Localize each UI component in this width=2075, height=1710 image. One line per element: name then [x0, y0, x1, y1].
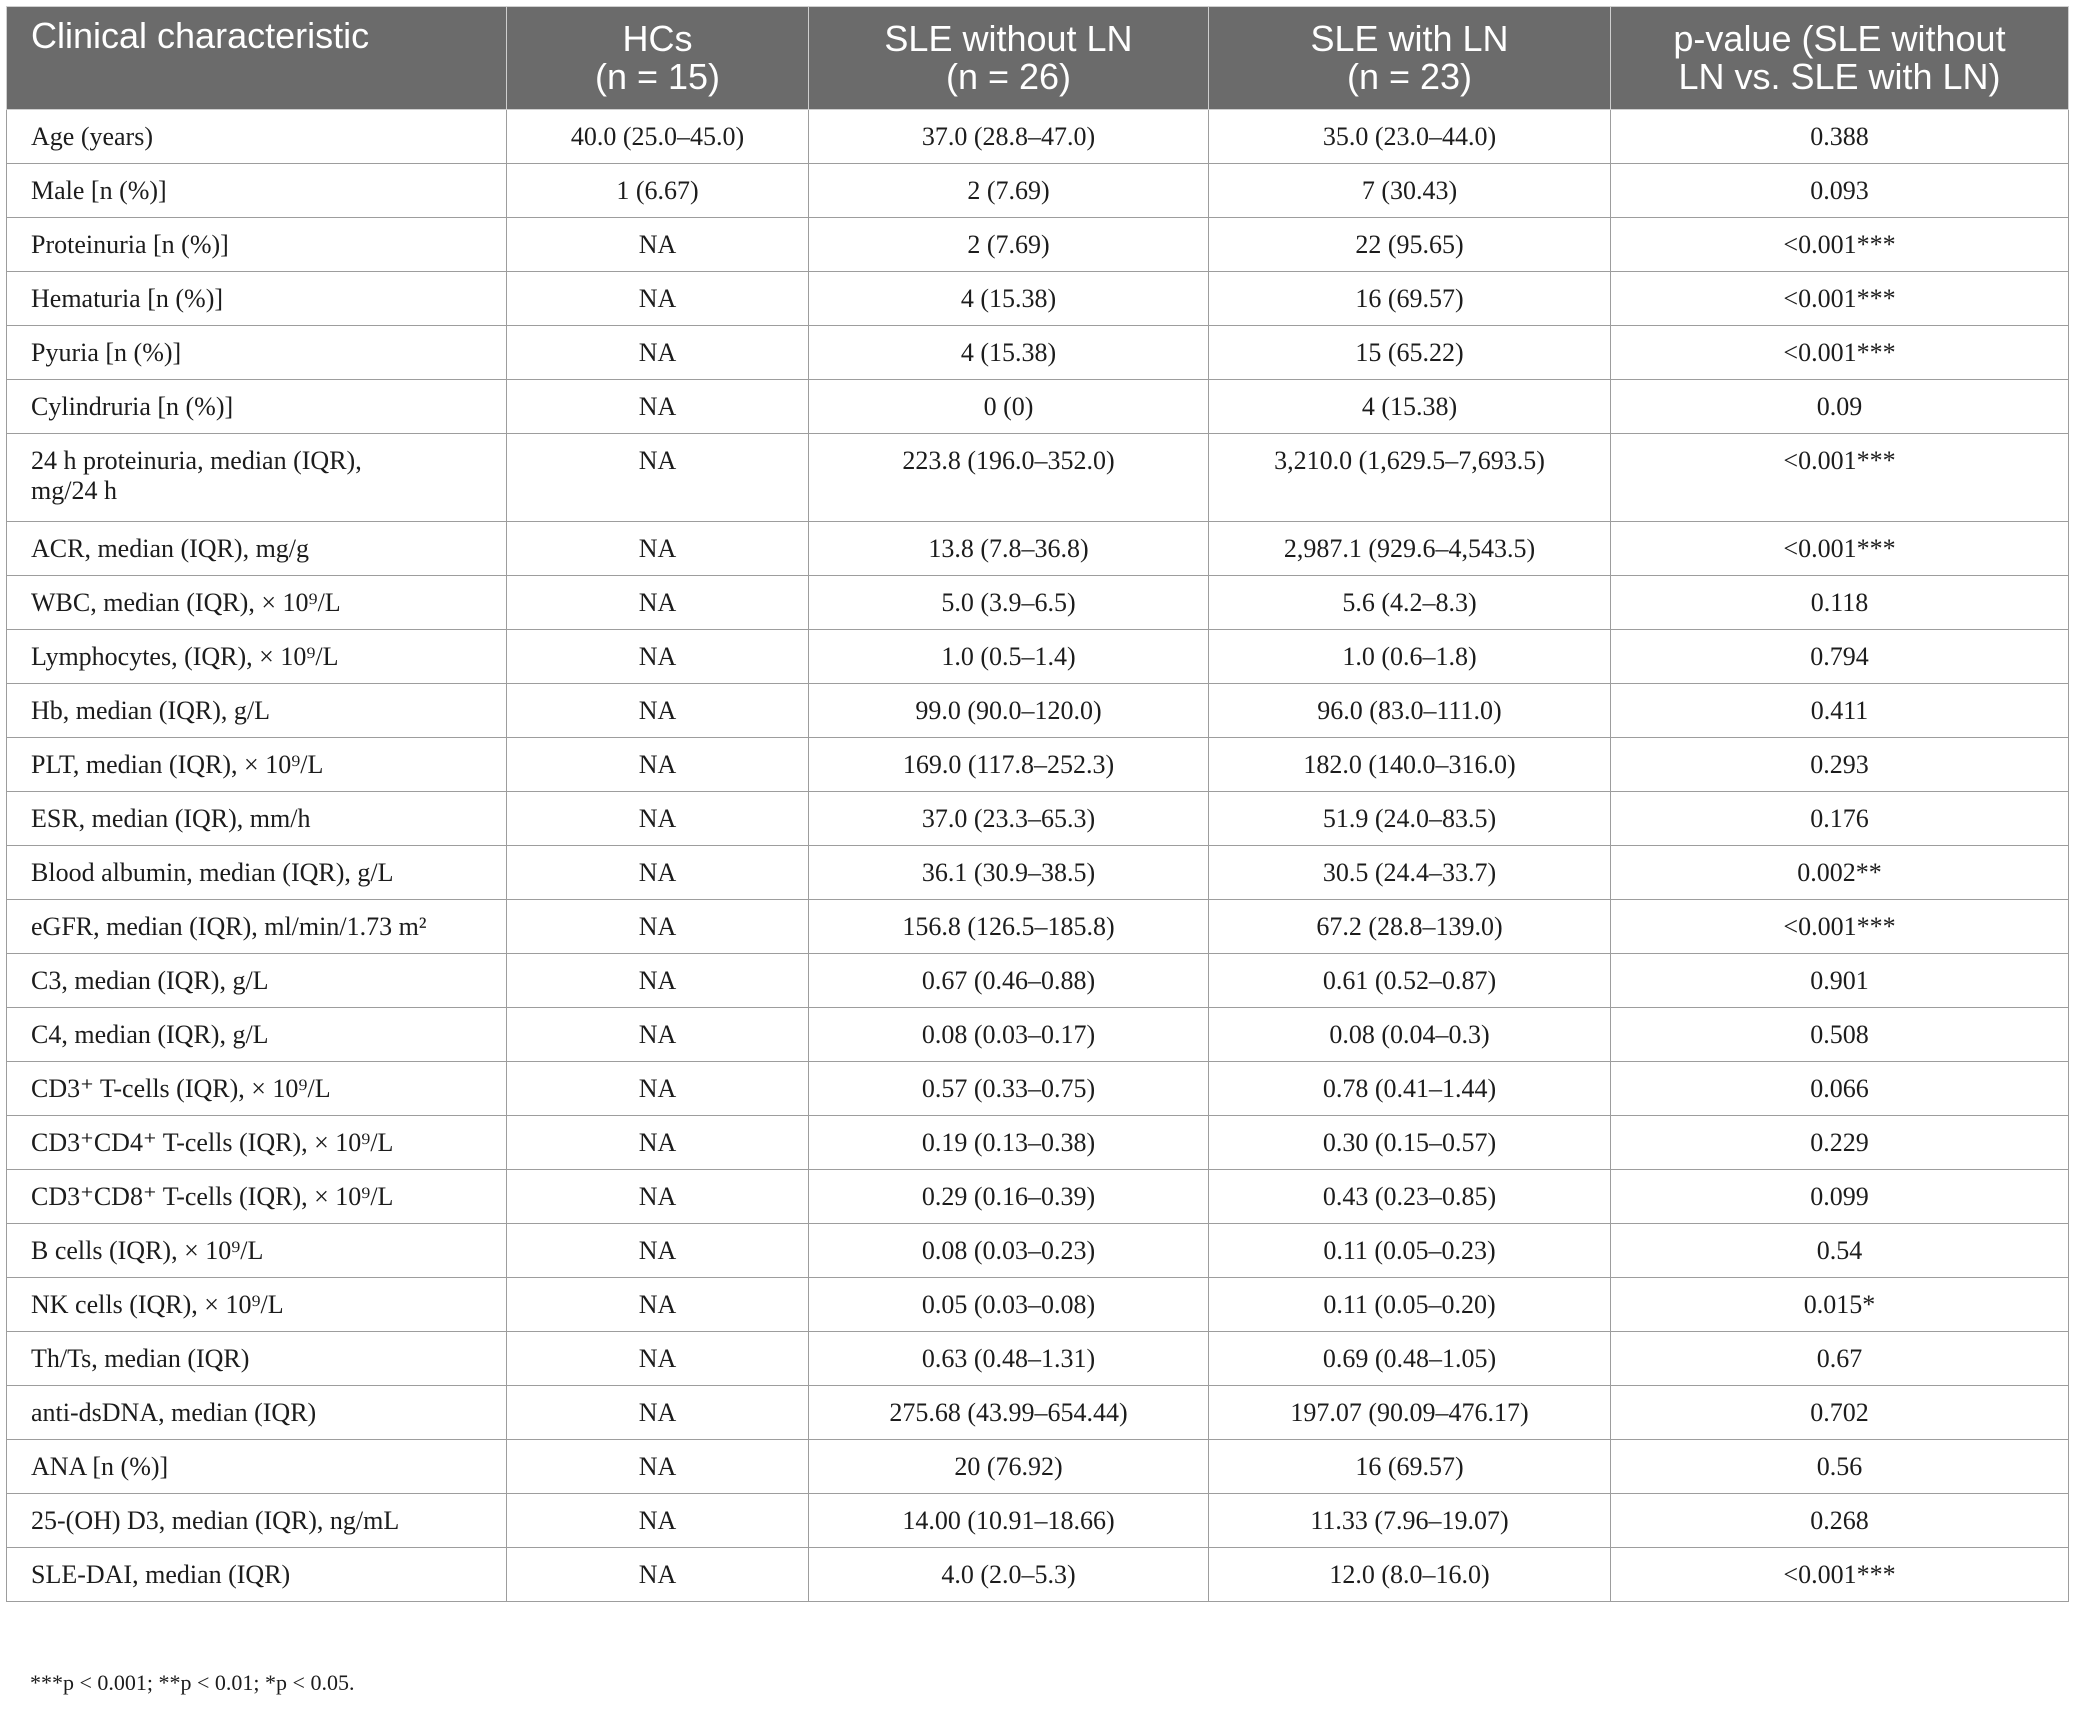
cell-hcs: NA	[507, 900, 809, 954]
cell-p-value: <0.001***	[1611, 434, 2069, 522]
table-row	[7, 326, 2069, 380]
cell-sle-with-ln: 3,210.0 (1,629.5–7,693.5)	[1209, 434, 1611, 522]
cell-characteristic: anti-dsDNA, median (IQR)	[7, 1386, 507, 1440]
cell-hcs: NA	[507, 738, 809, 792]
cell-p-value: 0.099	[1611, 1170, 2069, 1224]
cell-characteristic: C4, median (IQR), g/L	[7, 1008, 507, 1062]
cell-characteristic: NK cells (IQR), × 10⁹/L	[7, 1278, 507, 1332]
table-footnote: ***p < 0.001; **p < 0.01; *p < 0.05.	[30, 1670, 355, 1695]
cell-characteristic: ACR, median (IQR), mg/g	[7, 522, 507, 576]
cell-hcs: 40.0 (25.0–45.0)	[507, 110, 809, 164]
cell-characteristic: eGFR, median (IQR), ml/min/1.73 m²	[7, 900, 507, 954]
header-sublabel: (n = 26)	[945, 56, 1072, 97]
cell-characteristic: 25-(OH) D3, median (IQR), ng/mL	[7, 1494, 507, 1548]
cell-sle-with-ln: 12.0 (8.0–16.0)	[1209, 1548, 1611, 1602]
cell-sle-with-ln: 182.0 (140.0–316.0)	[1209, 738, 1611, 792]
cell-sle-with-ln: 35.0 (23.0–44.0)	[1209, 110, 1611, 164]
table-row	[7, 110, 2069, 164]
header-sle-without-ln	[809, 7, 1209, 110]
cell-characteristic: Age (years)	[7, 110, 507, 164]
header-label: Clinical characteristic	[31, 15, 370, 56]
table-row	[7, 792, 2069, 846]
cell-characteristic: CD3⁺CD8⁺ T-cells (IQR), × 10⁹/L	[7, 1170, 507, 1224]
cell-sle-without-ln: 99.0 (90.0–120.0)	[809, 684, 1209, 738]
cell-sle-with-ln: 7 (30.43)	[1209, 164, 1611, 218]
header-clinical-characteristic	[7, 7, 507, 110]
cell-p-value: 0.508	[1611, 1008, 2069, 1062]
cell-characteristic: Th/Ts, median (IQR)	[7, 1332, 507, 1386]
cell-sle-without-ln: 14.00 (10.91–18.66)	[809, 1494, 1209, 1548]
cell-hcs: NA	[507, 1224, 809, 1278]
cell-characteristic: C3, median (IQR), g/L	[7, 954, 507, 1008]
cell-p-value: 0.411	[1611, 684, 2069, 738]
cell-sle-with-ln: 0.11 (0.05–0.20)	[1209, 1278, 1611, 1332]
cell-hcs: NA	[507, 434, 809, 522]
header-p-value	[1611, 7, 2069, 110]
cell-p-value: 0.015*	[1611, 1278, 2069, 1332]
cell-sle-without-ln: 4 (15.38)	[809, 326, 1209, 380]
cell-characteristic: Male [n (%)]	[7, 164, 507, 218]
clinical-characteristics-table	[6, 6, 2069, 1602]
cell-sle-without-ln: 0.08 (0.03–0.23)	[809, 1224, 1209, 1278]
cell-sle-with-ln: 0.43 (0.23–0.85)	[1209, 1170, 1611, 1224]
table-row	[7, 1386, 2069, 1440]
cell-characteristic: Proteinuria [n (%)]	[7, 218, 507, 272]
cell-sle-with-ln: 4 (15.38)	[1209, 380, 1611, 434]
table-row	[7, 380, 2069, 434]
cell-p-value: <0.001***	[1611, 522, 2069, 576]
cell-characteristic: CD3⁺CD4⁺ T-cells (IQR), × 10⁹/L	[7, 1116, 507, 1170]
header-row	[7, 7, 2069, 110]
cell-sle-without-ln: 2 (7.69)	[809, 164, 1209, 218]
cell-sle-without-ln: 13.8 (7.8–36.8)	[809, 522, 1209, 576]
cell-hcs: NA	[507, 1440, 809, 1494]
cell-characteristic: SLE-DAI, median (IQR)	[7, 1548, 507, 1602]
cell-characteristic: Cylindruria [n (%)]	[7, 380, 507, 434]
cell-characteristic: Hb, median (IQR), g/L	[7, 684, 507, 738]
cell-sle-without-ln: 5.0 (3.9–6.5)	[809, 576, 1209, 630]
table-row	[7, 1224, 2069, 1278]
cell-p-value: 0.901	[1611, 954, 2069, 1008]
cell-p-value: 0.54	[1611, 1224, 2069, 1278]
cell-sle-without-ln: 0.19 (0.13–0.38)	[809, 1116, 1209, 1170]
table-row	[7, 1332, 2069, 1386]
cell-sle-without-ln: 275.68 (43.99–654.44)	[809, 1386, 1209, 1440]
cell-hcs: NA	[507, 1170, 809, 1224]
cell-sle-without-ln: 37.0 (28.8–47.0)	[809, 110, 1209, 164]
cell-sle-with-ln: 22 (95.65)	[1209, 218, 1611, 272]
table-row	[7, 522, 2069, 576]
cell-sle-with-ln: 0.08 (0.04–0.3)	[1209, 1008, 1611, 1062]
table-row	[7, 630, 2069, 684]
table-row	[7, 576, 2069, 630]
cell-characteristic: Pyuria [n (%)]	[7, 326, 507, 380]
cell-hcs: NA	[507, 272, 809, 326]
cell-sle-with-ln: 1.0 (0.6–1.8)	[1209, 630, 1611, 684]
cell-sle-with-ln: 2,987.1 (929.6–4,543.5)	[1209, 522, 1611, 576]
cell-sle-without-ln: 4.0 (2.0–5.3)	[809, 1548, 1209, 1602]
cell-sle-with-ln: 197.07 (90.09–476.17)	[1209, 1386, 1611, 1440]
cell-hcs: NA	[507, 1116, 809, 1170]
cell-p-value: 0.702	[1611, 1386, 2069, 1440]
cell-sle-with-ln: 51.9 (24.0–83.5)	[1209, 792, 1611, 846]
table-row	[7, 846, 2069, 900]
cell-p-value: 0.118	[1611, 576, 2069, 630]
cell-p-value: 0.066	[1611, 1062, 2069, 1116]
header-sublabel: LN vs. SLE with LN)	[1678, 56, 2001, 97]
cell-p-value: 0.293	[1611, 738, 2069, 792]
cell-hcs: 1 (6.67)	[507, 164, 809, 218]
cell-p-value: 0.002**	[1611, 846, 2069, 900]
cell-sle-without-ln: 223.8 (196.0–352.0)	[809, 434, 1209, 522]
cell-p-value: 0.09	[1611, 380, 2069, 434]
header-sle-with-ln	[1209, 7, 1611, 110]
cell-hcs: NA	[507, 846, 809, 900]
header-sublabel: (n = 23)	[1346, 56, 1473, 97]
cell-hcs: NA	[507, 576, 809, 630]
cell-sle-without-ln: 1.0 (0.5–1.4)	[809, 630, 1209, 684]
cell-p-value: 0.794	[1611, 630, 2069, 684]
cell-p-value: 0.56	[1611, 1440, 2069, 1494]
table-row	[7, 684, 2069, 738]
cell-sle-without-ln: 2 (7.69)	[809, 218, 1209, 272]
cell-hcs: NA	[507, 630, 809, 684]
table-row	[7, 1116, 2069, 1170]
header-label: SLE with LN	[1310, 18, 1509, 59]
cell-sle-without-ln: 37.0 (23.3–65.3)	[809, 792, 1209, 846]
cell-sle-with-ln: 0.30 (0.15–0.57)	[1209, 1116, 1611, 1170]
table-row	[7, 954, 2069, 1008]
cell-p-value: 0.268	[1611, 1494, 2069, 1548]
cell-sle-with-ln: 0.69 (0.48–1.05)	[1209, 1332, 1611, 1386]
cell-p-value: <0.001***	[1611, 900, 2069, 954]
cell-hcs: NA	[507, 522, 809, 576]
cell-sle-with-ln: 16 (69.57)	[1209, 1440, 1611, 1494]
cell-hcs: NA	[507, 218, 809, 272]
table-row	[7, 218, 2069, 272]
cell-characteristic: Hematuria [n (%)]	[7, 272, 507, 326]
cell-sle-with-ln: 0.11 (0.05–0.23)	[1209, 1224, 1611, 1278]
table-row	[7, 1278, 2069, 1332]
cell-characteristic: CD3⁺ T-cells (IQR), × 10⁹/L	[7, 1062, 507, 1116]
cell-sle-without-ln: 0.67 (0.46–0.88)	[809, 954, 1209, 1008]
cell-sle-without-ln: 0.08 (0.03–0.17)	[809, 1008, 1209, 1062]
cell-characteristic: Blood albumin, median (IQR), g/L	[7, 846, 507, 900]
table-row	[7, 1062, 2069, 1116]
table-row	[7, 272, 2069, 326]
cell-p-value: <0.001***	[1611, 218, 2069, 272]
cell-p-value: 0.388	[1611, 110, 2069, 164]
cell-hcs: NA	[507, 380, 809, 434]
cell-sle-with-ln: 67.2 (28.8–139.0)	[1209, 900, 1611, 954]
cell-sle-with-ln: 16 (69.57)	[1209, 272, 1611, 326]
cell-sle-without-ln: 20 (76.92)	[809, 1440, 1209, 1494]
table-row	[7, 164, 2069, 218]
table-row	[7, 1548, 2069, 1602]
cell-p-value: 0.176	[1611, 792, 2069, 846]
table-row	[7, 1008, 2069, 1062]
cell-characteristic: PLT, median (IQR), × 10⁹/L	[7, 738, 507, 792]
cell-sle-with-ln: 0.61 (0.52–0.87)	[1209, 954, 1611, 1008]
cell-hcs: NA	[507, 1386, 809, 1440]
cell-sle-without-ln: 4 (15.38)	[809, 272, 1209, 326]
table-row	[7, 738, 2069, 792]
table-row	[7, 1170, 2069, 1224]
cell-p-value: 0.67	[1611, 1332, 2069, 1386]
table-row	[7, 1440, 2069, 1494]
cell-sle-with-ln: 5.6 (4.2–8.3)	[1209, 576, 1611, 630]
cell-hcs: NA	[507, 1278, 809, 1332]
clinical-characteristics-table-container	[6, 6, 2068, 1602]
cell-sle-with-ln: 30.5 (24.4–33.7)	[1209, 846, 1611, 900]
table-header	[7, 7, 2069, 110]
cell-sle-with-ln: 15 (65.22)	[1209, 326, 1611, 380]
cell-characteristic: ESR, median (IQR), mm/h	[7, 792, 507, 846]
cell-p-value: 0.093	[1611, 164, 2069, 218]
cell-characteristic: 24 h proteinuria, median (IQR), mg/24 h	[7, 434, 507, 522]
cell-sle-without-ln: 0.29 (0.16–0.39)	[809, 1170, 1209, 1224]
cell-hcs: NA	[507, 1548, 809, 1602]
table-row	[7, 900, 2069, 954]
cell-hcs: NA	[507, 1008, 809, 1062]
header-label: SLE without LN	[884, 18, 1133, 59]
cell-p-value: <0.001***	[1611, 272, 2069, 326]
cell-sle-with-ln: 96.0 (83.0–111.0)	[1209, 684, 1611, 738]
cell-hcs: NA	[507, 792, 809, 846]
cell-sle-without-ln: 0.05 (0.03–0.08)	[809, 1278, 1209, 1332]
cell-characteristic: Lymphocytes, (IQR), × 10⁹/L	[7, 630, 507, 684]
cell-sle-without-ln: 36.1 (30.9–38.5)	[809, 846, 1209, 900]
cell-p-value: <0.001***	[1611, 1548, 2069, 1602]
cell-characteristic: B cells (IQR), × 10⁹/L	[7, 1224, 507, 1278]
cell-sle-without-ln: 0.63 (0.48–1.31)	[809, 1332, 1209, 1386]
cell-hcs: NA	[507, 1494, 809, 1548]
header-label: p-value (SLE without	[1673, 18, 2006, 59]
cell-sle-without-ln: 169.0 (117.8–252.3)	[809, 738, 1209, 792]
cell-sle-without-ln: 156.8 (126.5–185.8)	[809, 900, 1209, 954]
header-label: HCs	[622, 18, 693, 59]
cell-hcs: NA	[507, 1062, 809, 1116]
cell-sle-without-ln: 0.57 (0.33–0.75)	[809, 1062, 1209, 1116]
header-sublabel: (n = 15)	[594, 56, 721, 97]
cell-hcs: NA	[507, 684, 809, 738]
table-body	[7, 110, 2069, 1602]
cell-characteristic: WBC, median (IQR), × 10⁹/L	[7, 576, 507, 630]
header-hcs	[507, 7, 809, 110]
cell-hcs: NA	[507, 326, 809, 380]
cell-hcs: NA	[507, 1332, 809, 1386]
cell-sle-with-ln: 11.33 (7.96–19.07)	[1209, 1494, 1611, 1548]
cell-p-value: <0.001***	[1611, 326, 2069, 380]
cell-characteristic: ANA [n (%)]	[7, 1440, 507, 1494]
cell-sle-with-ln: 0.78 (0.41–1.44)	[1209, 1062, 1611, 1116]
cell-hcs: NA	[507, 954, 809, 1008]
cell-sle-without-ln: 0 (0)	[809, 380, 1209, 434]
table-row	[7, 1494, 2069, 1548]
table-row	[7, 434, 2069, 522]
cell-p-value: 0.229	[1611, 1116, 2069, 1170]
